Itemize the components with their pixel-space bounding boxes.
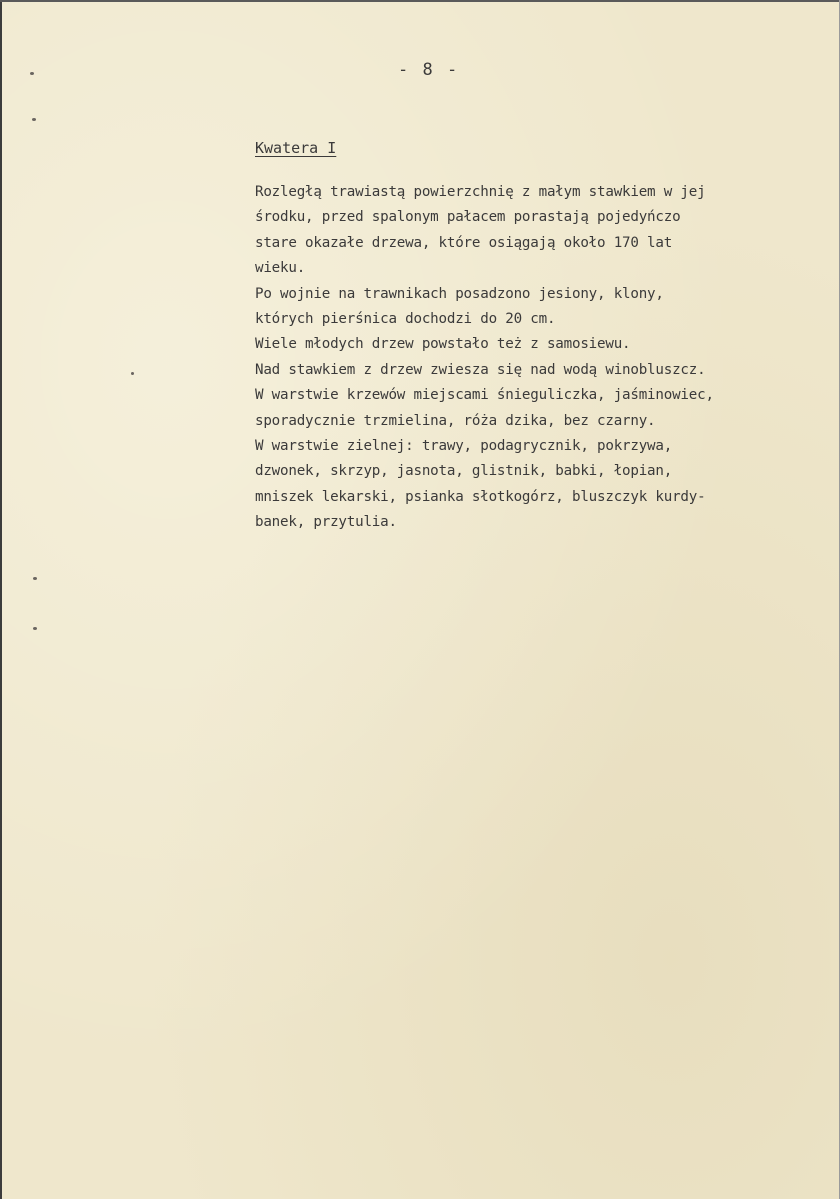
text-line: środku, przed spalonym pałacem porastają pojedyńczo — [255, 209, 681, 226]
page-number: - 8 - — [398, 60, 460, 80]
text-line: W warstwie krzewów miejscami śnieguliczka, jaśminowiec, — [255, 387, 714, 404]
body-text — [255, 180, 840, 536]
section-heading: Kwatera I — [255, 139, 337, 157]
scan-speck — [32, 118, 36, 121]
scan-speck — [33, 577, 37, 580]
scan-edge-left — [0, 0, 2, 1199]
text-line: W warstwie zielnej: trawy, podagrycznik, pokrzywa, — [255, 438, 673, 455]
scan-speck — [33, 627, 37, 630]
text-line: Nad stawkiem z drzew zwiesza się nad wodą winobluszcz. — [255, 361, 706, 378]
text-line: Rozległą trawiastą powierzchnię z małym stawkiem w jej — [255, 184, 706, 200]
text-line: Wiele młodych drzew powstało też z samosiewu. — [255, 336, 631, 353]
text-line: banek, przytulia. — [255, 514, 397, 531]
text-line: których pierśnica dochodzi do 20 cm. — [255, 311, 556, 328]
text-line: Po wojnie na trawnikach posadzono jesiony, klony, — [255, 285, 664, 302]
text-line: sporadycznie trzmielina, róża dzika, bez czarny. — [255, 412, 656, 429]
scan-edge-top — [0, 0, 840, 2]
text-line: mniszek lekarski, psianka słotkogórz, bluszczyk kurdy- — [255, 488, 706, 505]
scan-speck — [30, 72, 34, 75]
scan-speck — [131, 372, 134, 375]
text-line: dzwonek, skrzyp, jasnota, glistnik, babki, łopian, — [255, 463, 673, 480]
text-line: wieku. — [255, 260, 306, 277]
text-line: stare okazałe drzewa, które osiągają około 170 lat — [255, 234, 673, 251]
